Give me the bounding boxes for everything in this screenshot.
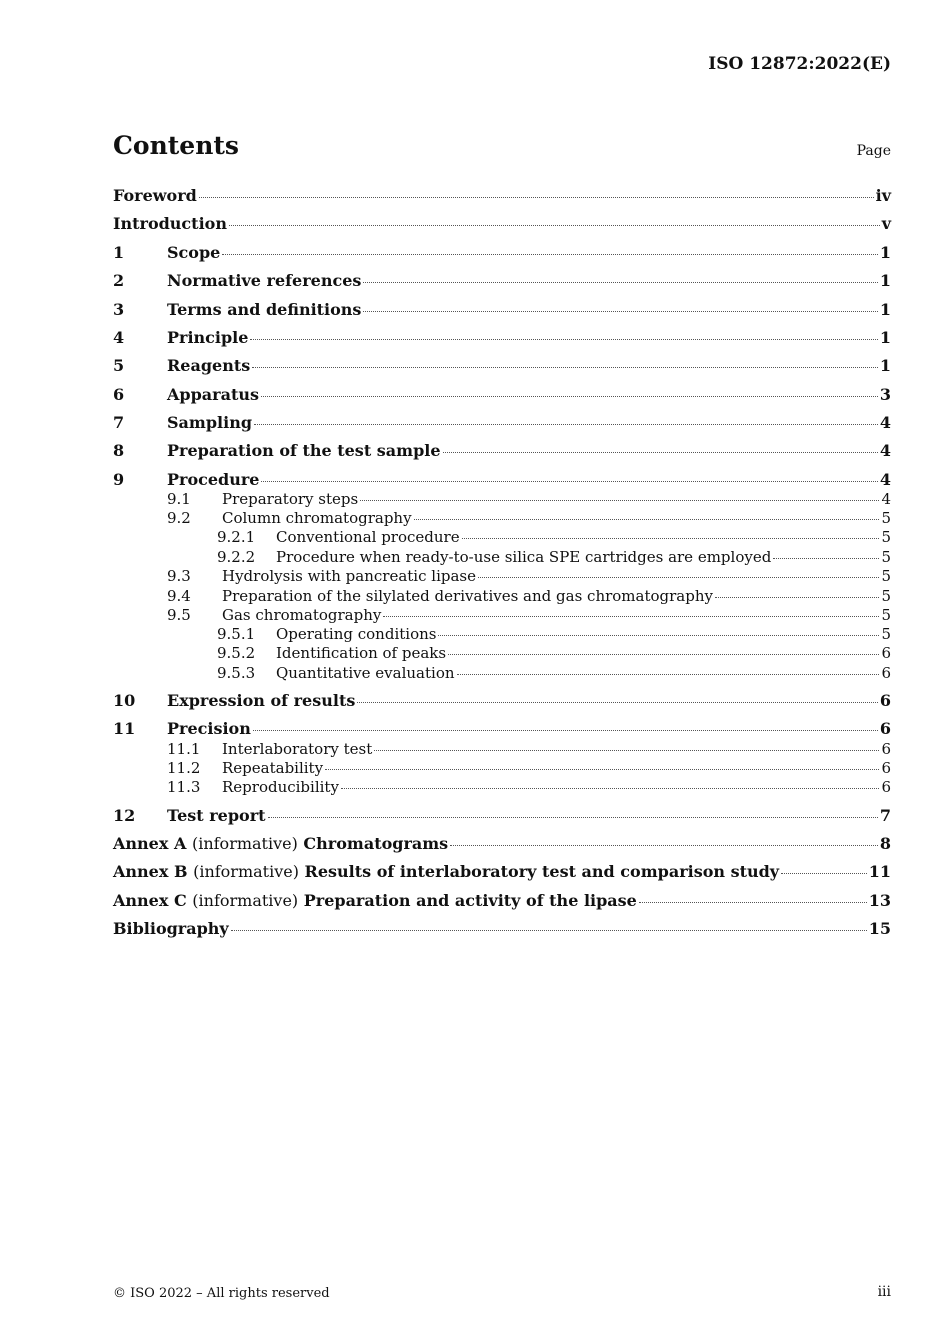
page-title: Contents: [113, 131, 240, 160]
annex-label: Annex B: [113, 862, 188, 881]
toc-entry-11-2[interactable]: [113, 759, 891, 777]
toc-number: 9.5.3: [217, 664, 256, 682]
annex-type: (informative): [191, 834, 298, 853]
toc-page: 11: [868, 862, 891, 881]
dot-leader: [457, 674, 880, 675]
toc-number: 5: [113, 356, 125, 375]
dot-leader: [363, 311, 877, 312]
toc-number: 11.1: [167, 740, 201, 758]
dot-leader: [360, 500, 879, 501]
dot-leader: [363, 282, 877, 283]
toc-title: Conventional procedure: [276, 528, 460, 546]
toc-page: 1: [879, 243, 891, 262]
dot-leader: [443, 452, 878, 453]
toc-entry-9-2[interactable]: [113, 509, 891, 527]
toc-entry-annex-b[interactable]: [113, 862, 891, 881]
toc-entry-annex-c[interactable]: [113, 891, 891, 910]
toc-page: 3: [879, 385, 891, 404]
toc-entry-introduction[interactable]: [113, 214, 891, 233]
toc-page: 4: [879, 441, 891, 460]
toc-entry-12[interactable]: [113, 806, 891, 825]
dot-leader: [231, 930, 867, 931]
toc-number: 8: [113, 441, 125, 460]
toc-title: Scope: [167, 243, 221, 262]
toc-entry-8[interactable]: [113, 441, 891, 460]
toc-page: 5: [881, 606, 891, 624]
toc-number: 9.2.1: [217, 528, 256, 546]
dot-leader: [374, 750, 879, 751]
toc-title: Procedure: [167, 470, 260, 489]
dot-leader: [341, 788, 880, 789]
toc-number: 10: [113, 691, 136, 710]
toc-page: 6: [881, 644, 891, 662]
annex-title: Results of interlaboratory test and comparison study: [304, 862, 780, 881]
annex-type: (informative): [193, 862, 299, 881]
dot-leader: [250, 339, 877, 340]
toc-page: 5: [881, 509, 891, 527]
toc-page: 5: [881, 567, 891, 585]
toc-title: Operating conditions: [276, 625, 437, 643]
toc-title: Preparatory steps: [222, 490, 359, 508]
annex-title: Preparation and activity of the lipase: [303, 891, 637, 910]
toc-number: 9.3: [167, 567, 191, 585]
toc-title: Preparation of the silylated derivatives and gas chromatography: [222, 587, 713, 605]
dot-leader: [414, 519, 880, 520]
dot-leader: [448, 654, 879, 655]
toc-title: Repeatability: [222, 759, 324, 777]
toc-number: 9.5.1: [217, 625, 256, 643]
dot-leader: [199, 197, 874, 198]
toc-number: 12: [113, 806, 136, 825]
toc-entry-11-3[interactable]: [113, 778, 891, 796]
toc-number: 9.1: [167, 490, 191, 508]
toc-page: 7: [879, 806, 891, 825]
toc-page: 4: [881, 490, 891, 508]
dot-leader: [438, 635, 879, 636]
toc-title: Reproducibility: [222, 778, 339, 796]
toc-number: 9.5: [167, 606, 191, 624]
toc-entry-9-5[interactable]: [113, 606, 891, 624]
toc-title: [113, 834, 448, 853]
toc-entry-9[interactable]: [113, 470, 891, 489]
toc-page: 1: [879, 271, 891, 290]
toc-page: 13: [868, 891, 891, 910]
dot-leader: [462, 538, 880, 539]
annex-title: Chromatograms: [303, 834, 449, 853]
toc-page: 6: [881, 778, 891, 796]
toc-entry-6[interactable]: [113, 385, 891, 404]
dot-leader: [261, 481, 877, 482]
toc-entry-9-2-2[interactable]: [113, 548, 891, 566]
toc-page: 8: [879, 834, 891, 853]
toc-page: 5: [881, 548, 891, 566]
toc-title: Hydrolysis with pancreatic lipase: [222, 567, 476, 585]
toc-title: Test report: [167, 806, 266, 825]
toc-page: 1: [879, 356, 891, 375]
toc-number: 11.3: [167, 778, 201, 796]
toc-entry-9-4[interactable]: [113, 587, 891, 605]
toc-page: 6: [881, 664, 891, 682]
toc-number: 7: [113, 413, 125, 432]
toc-page: 6: [879, 719, 891, 738]
toc-page: 4: [879, 470, 891, 489]
toc-title: Gas chromatography: [222, 606, 382, 624]
dot-leader: [252, 367, 878, 368]
toc-number: 9: [113, 470, 125, 489]
toc-entry-4[interactable]: [113, 328, 891, 347]
toc-page: 5: [881, 528, 891, 546]
toc-title: [113, 891, 637, 910]
toc-number: 9.4: [167, 587, 191, 605]
toc-page: 6: [879, 691, 891, 710]
dot-leader: [357, 702, 878, 703]
toc-page: v: [881, 214, 891, 233]
toc-number: 2: [113, 271, 125, 290]
dot-leader: [253, 730, 878, 731]
toc-entry-2[interactable]: [113, 271, 891, 290]
toc-page: 6: [881, 740, 891, 758]
toc-entry-9-5-1[interactable]: [113, 625, 891, 643]
dot-leader: [715, 597, 879, 598]
toc-title: Principle: [167, 328, 249, 347]
toc-number: 9.5.2: [217, 644, 256, 662]
toc-entry-9-5-2[interactable]: [113, 644, 891, 662]
toc-entry-7[interactable]: [113, 413, 891, 432]
toc-number: 4: [113, 328, 125, 347]
toc-entry-9-1[interactable]: [113, 490, 891, 508]
dot-leader: [222, 254, 878, 255]
page-number: iii: [877, 1284, 891, 1300]
toc-number: 11.2: [167, 759, 201, 777]
toc-title: Reagents: [167, 356, 251, 375]
toc-entry-1[interactable]: [113, 243, 891, 262]
toc-title: Interlaboratory test: [222, 740, 373, 758]
toc-page: 4: [879, 413, 891, 432]
toc-page: 5: [881, 625, 891, 643]
annex-type: (informative): [192, 891, 299, 910]
dot-leader: [325, 769, 879, 770]
dot-leader: [254, 424, 878, 425]
toc-title: Terms and definitions: [167, 300, 362, 319]
dot-leader: [639, 902, 867, 903]
dot-leader: [773, 558, 879, 559]
toc-entry-11[interactable]: [113, 719, 891, 738]
toc-entry-3[interactable]: [113, 300, 891, 319]
toc-page: 1: [879, 300, 891, 319]
toc-title: Bibliography: [113, 919, 229, 938]
toc-page: 6: [881, 759, 891, 777]
toc-number: 9.2.2: [217, 548, 256, 566]
dot-leader: [781, 873, 867, 874]
dot-leader: [268, 817, 878, 818]
annex-label: Annex A: [113, 834, 187, 853]
toc-entry-foreword[interactable]: [113, 186, 891, 205]
toc-title: Introduction: [113, 214, 227, 233]
toc-entry-9-5-3[interactable]: [113, 664, 891, 682]
toc-page: 1: [879, 328, 891, 347]
toc-title: Procedure when ready-to-use silica SPE cartridges are employed: [276, 548, 772, 566]
toc-number: 3: [113, 300, 125, 319]
toc-number: 9.2: [167, 509, 191, 527]
toc-title: Identification of peaks: [276, 644, 447, 662]
dot-leader: [478, 577, 879, 578]
toc-title: Normative references: [167, 271, 362, 290]
page-column-label: Page: [856, 143, 891, 159]
toc-entry-11-1[interactable]: [113, 740, 891, 758]
dot-leader: [229, 225, 880, 226]
document-id: ISO 12872:2022(E): [708, 54, 891, 74]
toc-page: iv: [875, 186, 891, 205]
dot-leader: [450, 845, 878, 846]
dot-leader: [383, 616, 879, 617]
toc-page: 15: [868, 919, 891, 938]
toc-entry-bibliography[interactable]: [113, 919, 891, 938]
toc-entry-5[interactable]: [113, 356, 891, 375]
toc-title: Precision: [167, 719, 251, 738]
toc-number: 6: [113, 385, 125, 404]
toc-entry-9-2-1[interactable]: [113, 528, 891, 546]
dot-leader: [261, 396, 878, 397]
toc-number: 1: [113, 243, 125, 262]
copyright-notice: © ISO 2022 – All rights reserved: [113, 1286, 330, 1301]
toc-title: Apparatus: [167, 385, 259, 404]
toc-number: 11: [113, 719, 136, 738]
toc-entry-10[interactable]: [113, 691, 891, 710]
toc-title: Expression of results: [167, 691, 356, 710]
toc-title: Sampling: [167, 413, 253, 432]
toc-entry-9-3[interactable]: [113, 567, 891, 585]
toc-page: 5: [881, 587, 891, 605]
toc-title: Foreword: [113, 186, 197, 205]
toc-title: Quantitative evaluation: [276, 664, 455, 682]
annex-label: Annex C: [113, 891, 187, 910]
toc-title: [113, 862, 779, 881]
toc-title: Column chromatography: [222, 509, 412, 527]
toc-entry-annex-a[interactable]: [113, 834, 891, 853]
toc-title: Preparation of the test sample: [167, 441, 441, 460]
